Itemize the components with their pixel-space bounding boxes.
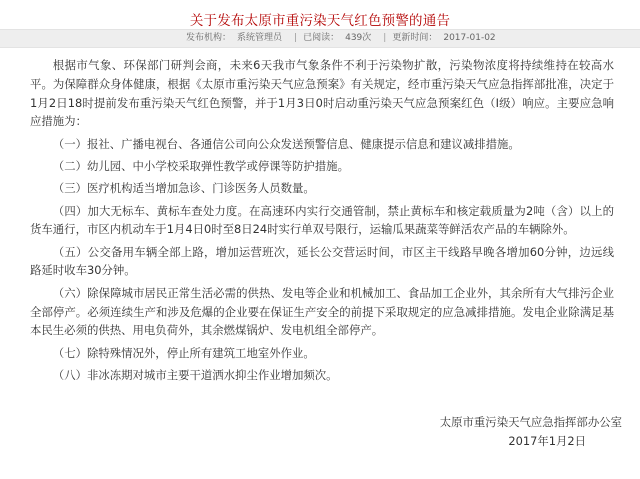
meta-separator: |	[294, 33, 298, 43]
measure-item-3: （三）医疗机构适当增加急诊、门诊医务人员数量。	[52, 181, 315, 196]
intro-paragraph: 根据市气象、环保部门研判会商，未来6天我市气象条件不利于污染物扩散，污染物浓度将持续维持在较高水平。为保障群众身体健康，根据《太原市重污染天气应急预案》有关规定，经市重污染天气应急指挥部批准，决定于1月2日18时提前发布重污染天气红色预警，并于1月3日0时启动重污染天气应急预案红色（Ⅰ级）响应。主要应急响应措施为：	[30, 58, 614, 129]
views-label: 已阅读：	[303, 33, 340, 43]
notice-body	[30, 56, 614, 385]
measure-item-5: （五）公交备用车辆全部上路，增加运营班次，延长公交营运时间，市区主干线路早晚各增加60分钟，边远线路延时收车30分钟。	[30, 244, 614, 278]
signature-date: 2017年1月2日	[508, 434, 586, 448]
measure-item-2: （二）幼儿园、中小学校采取弹性教学或停课等防护措施。	[52, 158, 349, 173]
signature-org: 太原市重污染天气应急指挥部办公室	[439, 415, 622, 429]
meta-separator: |	[383, 33, 387, 43]
measure-item-4: （四）加大无标车、黄标车查处力度。在高速环内实行交通管制，禁止黄标车和核定载质量为2吨（含）以上的货车通行，市区内机动车于1月4日0时至8日24时实行单双号限行，运输瓜果蔬菜等鲜活农产品的车辆除外。	[30, 203, 614, 237]
updated-info	[392, 33, 501, 43]
measure-item-8: （八）非冰冻期对城市主要干道洒水抑尘作业增加频次。	[52, 367, 338, 382]
signature-block	[440, 413, 622, 451]
views-info	[303, 33, 377, 43]
views-value: 439次	[345, 33, 372, 43]
publisher-value: 系统管理员	[237, 33, 283, 43]
publisher-label: 发布机构：	[186, 33, 232, 43]
updated-label: 更新时间：	[392, 33, 438, 43]
measure-item-1: （一）报社、广播电视台、各通信公司向公众发送预警信息、健康提示信息和建议减排措施。	[52, 136, 520, 151]
meta-bar	[0, 29, 640, 48]
publisher-info	[186, 33, 288, 43]
meta-info	[186, 30, 508, 47]
updated-value: 2017-01-02	[443, 33, 496, 43]
measure-item-6: （六）除保障城市居民正常生活必需的供热、发电等企业和机械加工、食品加工企业外，其余所有大气排污企业全部停产。必须连续生产和涉及危爆的企业要在保证生产安全的前提下采取规定的应急减排措施。发电企业除满足基本民生必须的供热、用电负荷外，其余燃煤锅炉、发电机组全部停产。	[30, 285, 614, 338]
page-title: 关于发布太原市重污染天气红色预警的通告	[189, 13, 451, 29]
measure-item-7: （七）除特殊情况外，停止所有建筑工地室外作业。	[52, 345, 315, 360]
